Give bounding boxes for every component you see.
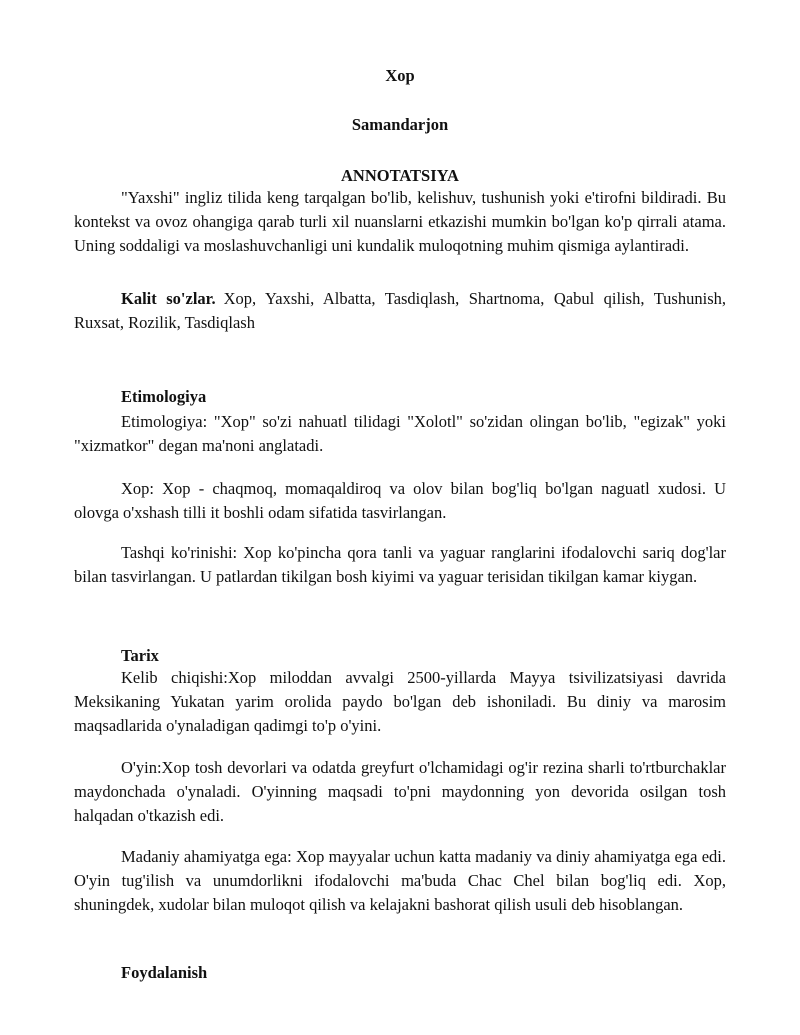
etymology-paragraph-1: Etimologiya: "Xop" so'zi nahuatl tilidagi "Xolotl" so'zidan olingan bo'lib, "egizak" yoki "xizmatkor" degan ma'noni anglatadi.	[74, 412, 726, 455]
etymology-heading: Etimologiya	[121, 387, 207, 406]
keywords-list: Xop, Yaxshi, Albatta, Tasdiqlash, Shartnoma, Qabul qilish, Tushunish, Ruxsat, Rozilik, Tasdiqlash	[74, 289, 726, 332]
annotation-paragraph: "Yaxshi" ingliz tilida keng tarqalgan bo'lib, kelishuv, tushunish yoki e'tirofni bildiradi. Bu kontekst va ovoz ohangiga qarab turli xil nuanslarni etkazishi mumkin bo'lgan ko'p qirrali atama. Uning soddaligi va moslashuvchanligi uni kundalik muloqotning muhim qismiga aylantiradi.	[74, 188, 726, 255]
history-paragraph-3: Madaniy ahamiyatga ega: Xop mayyalar uchun katta madaniy va diniy ahamiyatga ega edi. O'yin tug'ilish va unumdorlikni ifodalovchi ma'buda Chac Chel bilan bog'liq edi. Xop, shuningdek, xudolar bilan muloqot qilish va kelajakni bashorat qilish usuli deb hisoblangan.	[74, 847, 726, 914]
annotation-heading: ANNOTATSIYA	[341, 166, 459, 185]
keywords-label: Kalit so'zlar.	[121, 289, 216, 308]
keywords-paragraph	[74, 287, 726, 335]
history-paragraph-2: O'yin:Xop tosh devorlari va odatda greyfurt o'lchamidagi og'ir rezina sharli to'rtburchaklar maydonchada o'ynaladi. O'yinning maqsadi to'pni maydonning yon devorida osilgan tosh halqadan o'tkazish edi.	[74, 758, 726, 825]
history-heading: Tarix	[121, 646, 159, 665]
history-paragraph-1: Kelib chiqishi:Xop miloddan avvalgi 2500-yillarda Mayya tsivilizatsiyasi davrida Meksikaning Yukatan yarim orolida paydo bo'lgan deb ishoniladi. Bu diniy va marosim maqsadlarida o'ynaladigan qadimgi to'p o'yini.	[74, 668, 726, 735]
etymology-paragraph-2: Xop: Xop - chaqmoq, momaqaldiroq va olov bilan bog'liq bo'lgan naguatl xudosi. U olovga o'xshash tilli it boshli odam sifatida tasvirlangan.	[74, 479, 726, 522]
usage-heading: Foydalanish	[121, 963, 208, 982]
etymology-paragraph-3: Tashqi ko'rinishi: Xop ko'pincha qora tanli va yaguar ranglarini ifodalovchi sariq dog'lar bilan tasvirlangan. U patlardan tikilgan bosh kiyimi va yaguar terisidan tikilgan kamar kiygan.	[74, 543, 726, 586]
document-title: Xop	[385, 66, 415, 85]
document-author: Samandarjon	[351, 115, 449, 134]
document-page	[74, 0, 726, 1035]
